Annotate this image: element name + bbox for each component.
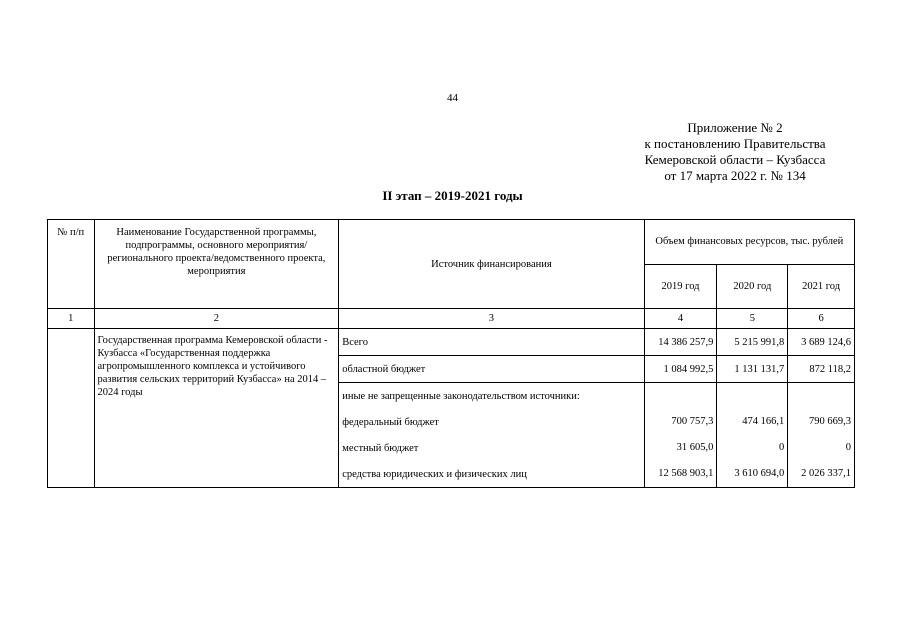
row-number-cell [48,329,95,488]
value-2019: 31 605,0 [676,442,714,453]
appendix-line: Приложение № 2 [687,120,783,135]
values-column-2021 [788,383,855,488]
financing-table [47,219,855,488]
value-2019: 700 757,3 [671,416,714,427]
header-year: 2019 год [644,264,717,309]
value-2021: 3 689 124,6 [788,329,855,356]
header-volume: Объем финансовых ресурсов, тыс. рублей [644,220,854,265]
stage-title: II этап – 2019-2021 годы [382,188,523,203]
value-2021: 2 026 337,1 [801,468,851,479]
values-column-2019 [644,383,717,488]
value-2021: 872 118,2 [788,356,855,383]
col-number: 6 [788,309,855,329]
values-column-2020 [717,383,788,488]
page-number: 44 [447,92,458,104]
source-cell: Всего [339,329,644,356]
header-year: 2021 год [788,264,855,309]
value-2021: 0 [845,442,851,453]
table-row [48,329,855,356]
source-cell: федеральный бюджет [339,409,644,435]
appendix-line: Кемеровской области – Кузбасса [644,152,826,167]
source-cell: местный бюджет [339,435,644,461]
col-number: 2 [94,309,339,329]
header-name: Наименование Государственной программы, подпрограммы, основного мероприятия/регионального проекта/ведомственного проекта, мероприятия [94,220,339,309]
source-cell: иные не запрещенные законодательством источники: [339,383,644,410]
value-2020: 0 [778,442,785,453]
value-2020: 474 166,1 [742,416,785,427]
col-number: 5 [717,309,788,329]
value-2020: 3 610 694,0 [734,468,785,479]
col-number: 1 [48,309,95,329]
appendix-line: к постановлению Правительства [644,136,826,151]
value-2019: 12 568 903,1 [658,468,714,479]
header-source: Источник финансирования [339,220,644,309]
value-2020: 5 215 991,8 [717,329,788,356]
appendix-line: от 17 марта 2022 г. № 134 [664,168,806,183]
source-cell: средства юридических и физических лиц [339,461,644,488]
source-cell: областной бюджет [339,356,644,383]
col-number: 4 [644,309,717,329]
value-2020: 1 131 131,7 [717,356,788,383]
appendix-block [600,120,870,184]
value-2019: 14 386 257,9 [644,329,717,356]
program-name: Государственная программа Кемеровской области - Кузбасса «Государственная поддержка агропромышленного комплекса и устойчивого развития сельских территорий Кузбасса» на 2014 – 2024 годы [94,329,339,488]
header-num: № п/п [48,220,95,309]
header-year: 2020 год [717,264,788,309]
value-2019: 1 084 992,5 [644,356,717,383]
col-number: 3 [339,309,644,329]
value-2021: 790 669,3 [809,416,851,427]
